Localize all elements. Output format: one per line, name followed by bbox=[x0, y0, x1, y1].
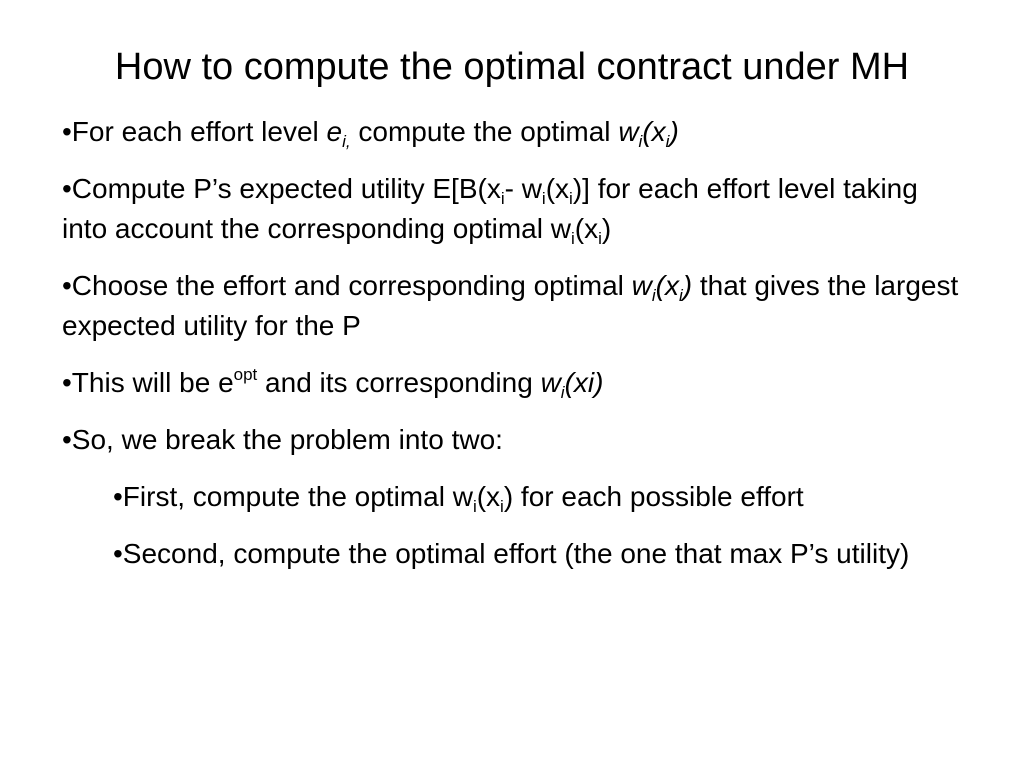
subscript-text: i bbox=[472, 497, 477, 516]
bullet-text: w bbox=[618, 116, 639, 147]
bullet-text: )] for each effort level taking into account the corresponding optimal w bbox=[62, 173, 918, 244]
bullet-text: ) for each possible effort bbox=[503, 481, 804, 512]
bullet-text: w bbox=[631, 270, 652, 301]
bullet-text: ) bbox=[682, 270, 693, 301]
bullet-text: •First, compute the optimal w bbox=[113, 481, 473, 512]
bullet-text: - w bbox=[504, 173, 542, 204]
bullet-text: (xi) bbox=[564, 367, 604, 398]
bullet-text: •Choose the effort and corresponding optimal bbox=[62, 270, 632, 301]
bullet-text: compute the optimal bbox=[350, 116, 619, 147]
bullet-item bbox=[62, 266, 967, 346]
bullet-text: (x bbox=[574, 213, 599, 244]
bullet-item bbox=[62, 363, 967, 403]
bullet-text: •This will be e bbox=[62, 367, 234, 398]
bullet-text: •Second, compute the optimal effort (the one that max P’s utility) bbox=[113, 538, 910, 569]
bullet-text: •So, we break the problem into two: bbox=[62, 424, 503, 455]
superscript-text: opt bbox=[233, 365, 258, 384]
subscript-text: i bbox=[638, 132, 643, 151]
subscript-text: i bbox=[598, 229, 602, 248]
bullet-text: w bbox=[540, 367, 561, 398]
subscript-text: i bbox=[500, 189, 505, 208]
subscript-text: i bbox=[678, 286, 683, 305]
bullet-text: (x bbox=[655, 270, 679, 301]
bullet-text: and its corresponding bbox=[257, 367, 541, 398]
subscript-text: i bbox=[570, 229, 575, 248]
bullet-text: that gives the largest expected utility for the P bbox=[62, 270, 959, 341]
bullet-text: •For each effort level bbox=[62, 116, 327, 147]
bullet-text: ) bbox=[601, 213, 612, 244]
bullet-text: (x bbox=[476, 481, 501, 512]
bullet-item bbox=[113, 477, 967, 517]
subscript-text: i, bbox=[342, 132, 351, 151]
subscript-text: i bbox=[560, 383, 565, 402]
bullet-text: (x bbox=[642, 116, 666, 147]
bullet-text: e bbox=[326, 116, 343, 147]
subscript-text: i bbox=[500, 497, 504, 516]
bullet-text: ) bbox=[669, 116, 679, 147]
subscript-text: i bbox=[541, 189, 546, 208]
slide-title: How to compute the optimal contract under MH bbox=[114, 46, 910, 88]
bullet-item bbox=[62, 169, 967, 249]
bullet-text: •Compute P’s expected utility E[B(x bbox=[62, 173, 501, 204]
bullet-item bbox=[113, 534, 967, 574]
bullet-text: (x bbox=[545, 173, 570, 204]
bullet-item bbox=[62, 420, 967, 460]
subscript-text: i bbox=[651, 286, 656, 305]
bullet-list bbox=[62, 112, 967, 574]
subscript-text: i bbox=[569, 189, 573, 208]
subscript-text: i bbox=[665, 132, 670, 151]
bullet-item bbox=[62, 112, 967, 152]
